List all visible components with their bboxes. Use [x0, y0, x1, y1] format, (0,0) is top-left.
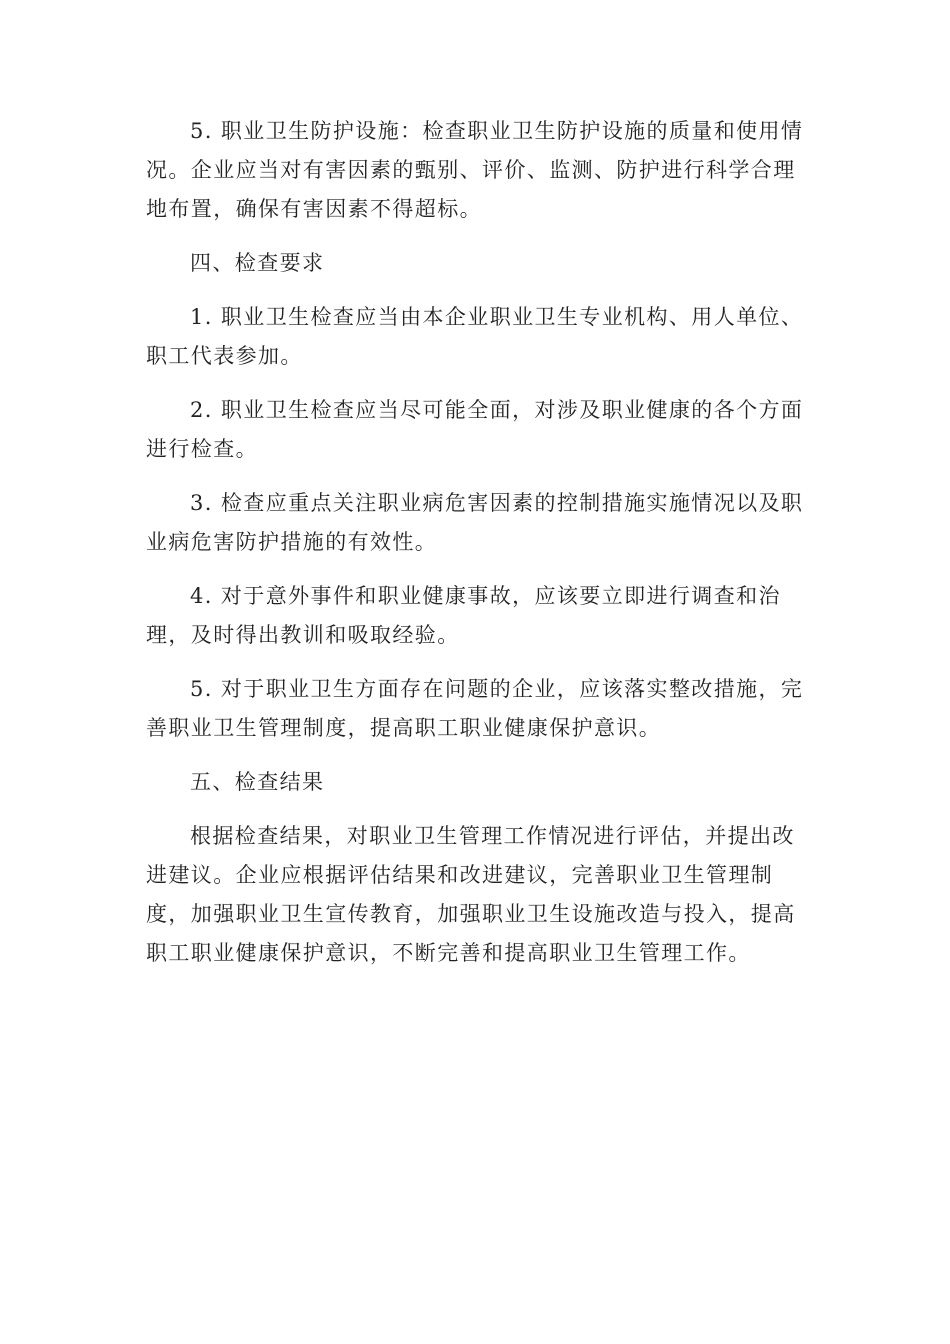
paragraph-requirement-1: 1. 职业卫生检查应当由本企业职业卫生专业机构、用人单位、职工代表参加。 [146, 305, 804, 368]
section-heading-inspection-requirements: 四、检查要求 [190, 251, 325, 275]
paragraph-inspection-results: 根据检查结果，对职业卫生管理工作情况进行评估，并提出改进建议。企业应根据评估结果和改进建议，完善职业卫生管理制度，加强职业卫生宣传教育，加强职业卫生设施改造与投入，提高职工职业健康保护意识，不断完善和提高职业卫生管理工作。 [146, 824, 796, 965]
paragraph-requirement-2: 2. 职业卫生检查应当尽可能全面，对涉及职业健康的各个方面进行检查。 [146, 398, 804, 461]
paragraph-requirement-3: 3. 检查应重点关注职业病危害因素的控制措施实施情况以及职业病危害防护措施的有效性。 [146, 491, 804, 554]
document-body [146, 112, 814, 988]
section-heading-inspection-results: 五、检查结果 [190, 770, 325, 794]
paragraph-requirement-4: 4. 对于意外事件和职业健康事故，应该要立即进行调查和治理，及时得出教训和吸取经验。 [146, 584, 781, 647]
paragraph-protection-facilities: 5. 职业卫生防护设施：检查职业卫生防护设施的质量和使用情况。企业应当对有害因素的甄别、评价、监测、防护进行科学合理地布置，确保有害因素不得超标。 [146, 119, 804, 221]
paragraph-requirement-5: 5. 对于职业卫生方面存在问题的企业，应该落实整改措施，完善职业卫生管理制度，提高职工职业健康保护意识。 [146, 677, 804, 740]
